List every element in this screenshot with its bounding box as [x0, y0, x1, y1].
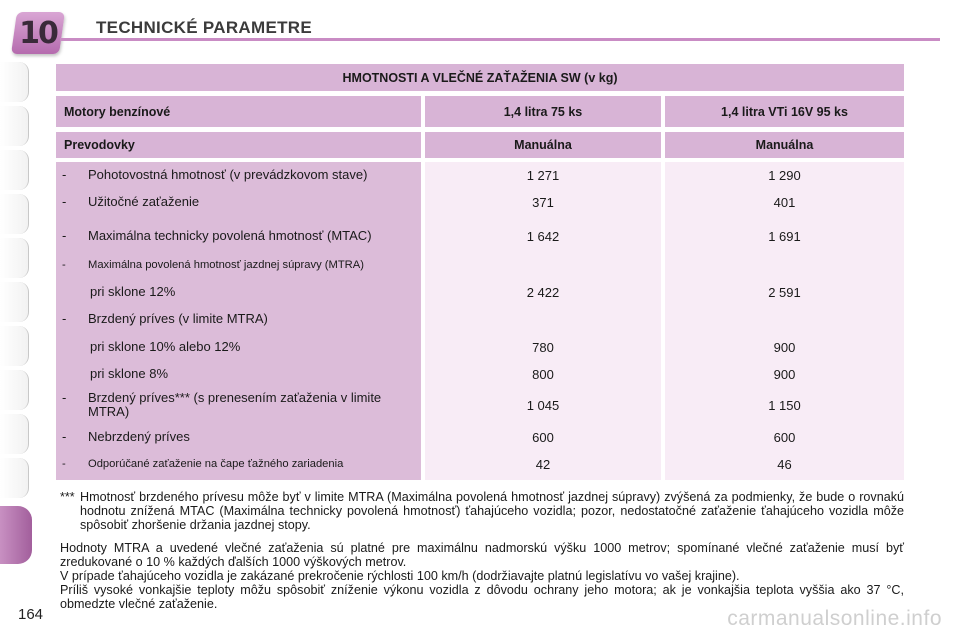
footnote-marker: ***	[60, 490, 75, 504]
info-paragraph	[60, 541, 904, 611]
chapter-tab[interactable]	[0, 458, 29, 498]
table-row	[56, 166, 904, 184]
row-value-1: 1 642	[526, 228, 560, 244]
info-text-speed: V prípade ťahajúceho vozidla je zakázané prekročenie rýchlosti 100 km/h (dodržiavajte platnú legislatívu vo vašej krajine).	[60, 569, 740, 583]
chapter-tab[interactable]	[0, 106, 29, 146]
row-value-1: 600	[532, 429, 554, 445]
row-label: pri sklone 10% alebo 12%	[90, 339, 241, 354]
row-value-2: 600	[773, 429, 796, 445]
chapter-tab[interactable]	[0, 150, 29, 190]
chapter-tab[interactable]	[0, 62, 29, 102]
row-label: Brzdený príves*** (s prenesením zaťaženia v limite MTRA)	[88, 390, 382, 419]
footnote	[60, 490, 904, 532]
chapter-tab[interactable]	[0, 282, 29, 322]
row-label: Maximálna povolená hmotnosť jazdnej súpravy (MTRA)	[88, 259, 364, 271]
table-row	[56, 256, 904, 274]
row-value-2: 900	[773, 339, 796, 355]
row-value-2: 46	[777, 456, 792, 472]
row-label: Maximálna technicky povolená hmotnosť (MTAC)	[88, 228, 372, 243]
chapter-title: TECHNICKÉ PARAMETRE	[96, 18, 313, 37]
row-value-2: 900	[773, 366, 796, 382]
row-value-2: 2 591	[768, 284, 801, 300]
table-row	[56, 455, 904, 473]
engine-1: 1,4 litra 75 ks	[425, 96, 661, 127]
row-bullet: -	[62, 228, 67, 243]
row-value-1: 2 422	[526, 284, 560, 300]
chapter-tab[interactable]	[0, 414, 29, 454]
chapter-tabs	[0, 62, 34, 562]
chapter-tab[interactable]	[0, 238, 29, 278]
gearbox-1: Manuálna	[425, 132, 661, 158]
row-value-1	[425, 256, 661, 274]
engine-header-row	[56, 96, 904, 127]
row-value-1: 42	[535, 456, 551, 472]
gearbox-2: Manuálna	[665, 132, 904, 158]
row-label: pri sklone 12%	[90, 284, 176, 299]
gearbox-label: Prevodovky	[56, 132, 421, 158]
row-label: Brzdený príves (v limite MTRA)	[88, 311, 268, 326]
row-value-2	[665, 256, 904, 274]
row-value-1	[425, 310, 661, 328]
row-label: Nebrzdený príves	[88, 429, 190, 444]
engine-label: Motory benzínové	[56, 96, 421, 127]
table-row	[56, 310, 904, 328]
table-row	[56, 227, 904, 245]
row-value-1: 1 271	[526, 167, 560, 183]
row-bullet: -	[62, 458, 66, 470]
info-text-altitude: Hodnoty MTRA a uvedené vlečné zaťaženia sú platné pre maximálnu nadmorskú výšku 1000 metrov; spomínané vlečné zaťaženie musí byť zredukované o 10 % každých ďalších 1000 výškových metrov.	[60, 541, 904, 569]
row-value-2: 401	[773, 194, 796, 210]
row-bullet: -	[62, 194, 67, 209]
row-value-1: 780	[532, 339, 554, 355]
row-label: Pohotovostná hmotnosť (v prevádzkovom stave)	[88, 167, 368, 182]
table-row	[56, 428, 904, 446]
info-text-temperature: Príliš vysoké vonkajšie teploty môžu spôsobiť zníženie výkonu vozidla z dôvodu ochrany jeho motora; ak je vonkajšia teplota vyššia ako 37 °C, obmedzte vlečné zaťaženie.	[60, 583, 904, 611]
gearbox-header-row	[56, 132, 904, 158]
row-label: Odporúčané zaťaženie na čape ťažného zariadenia	[88, 458, 344, 470]
row-value-1: 371	[532, 194, 554, 210]
table-row	[56, 283, 904, 301]
chapter-tab[interactable]	[0, 370, 29, 410]
weights-table	[56, 64, 904, 480]
row-bullet: -	[62, 259, 66, 271]
table-body	[56, 162, 904, 480]
row-label: pri sklone 8%	[90, 366, 169, 381]
chapter-tab-active[interactable]	[0, 506, 32, 564]
footnote-text: Hmotnosť brzdeného prívesu môže byť v limite MTRA (Maximálna povolená hmotnosť jazdnej súpravy) zvýšená za podmienky, že bude o rovnakú hodnotu znížená MTAC (Maximálna technicky povolená hmotnosť) ťahajúceho vozidla; pozor, nedostatočné zaťaženie ťahajúceho vozidla môže spôsobiť zhoršenie držania jazdnej stopy.	[80, 490, 904, 532]
table-row	[56, 193, 904, 211]
row-bullet: -	[62, 311, 67, 326]
row-value-2	[665, 310, 904, 328]
table-title: HMOTNOSTI A VLEČNÉ ZAŤAŽENIA SW (v kg)	[56, 64, 904, 91]
row-value-1: 800	[532, 366, 554, 382]
row-bullet: -	[62, 167, 67, 182]
row-value-2: 1 150	[768, 397, 801, 413]
table-row	[56, 365, 904, 383]
table-row	[56, 338, 904, 356]
chapter-number: 10	[19, 15, 57, 51]
row-value-1: 1 045	[526, 397, 560, 413]
row-value-2: 1 290	[768, 167, 801, 183]
table-row	[56, 389, 904, 421]
watermark: carmanualsonline.info	[727, 607, 942, 630]
row-bullet: -	[62, 429, 67, 444]
row-bullet: -	[62, 390, 67, 405]
chapter-tab[interactable]	[0, 194, 29, 234]
page-number: 164	[18, 606, 44, 623]
row-label: Užitočné zaťaženie	[88, 194, 200, 209]
engine-2: 1,4 litra VTi 16V 95 ks	[665, 96, 904, 127]
chapter-tab[interactable]	[0, 326, 29, 366]
header-divider	[60, 38, 940, 41]
row-value-2: 1 691	[768, 228, 801, 244]
